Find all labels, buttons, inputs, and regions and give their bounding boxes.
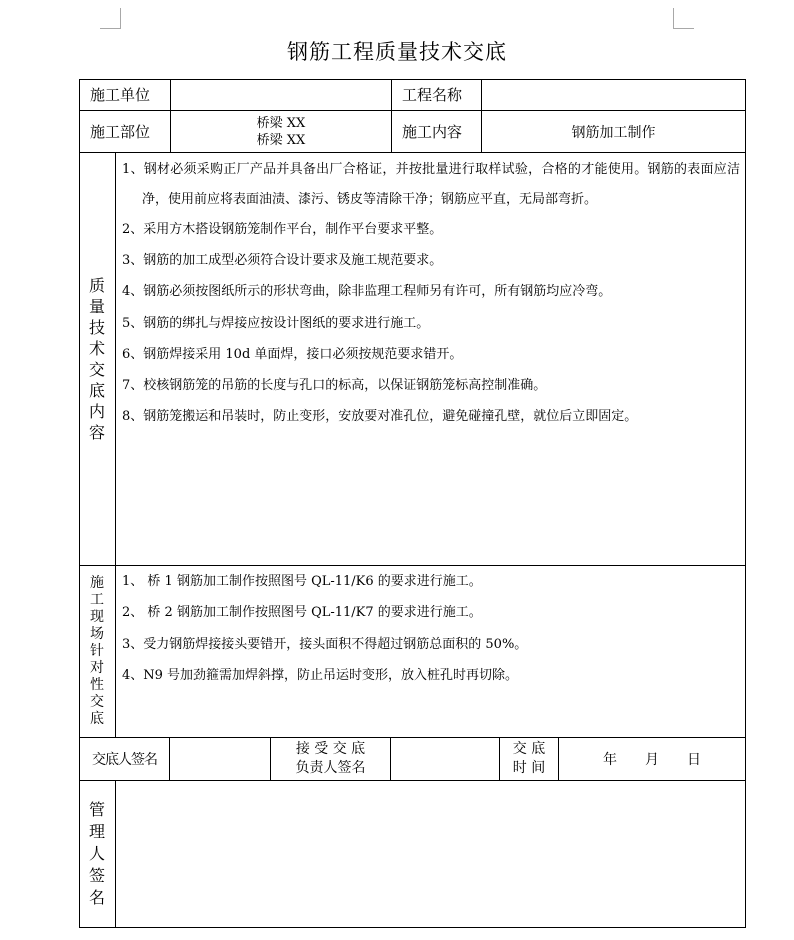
handover-time-label — [500, 738, 558, 780]
construction-content-field[interactable]: 钢筋加工制作 — [571, 124, 656, 141]
receiver-label-line1: 接 受 交 底 — [295, 741, 366, 757]
quality-item: 2、采用方木搭设钢筋笼制作平台，制作平台要求平整。 — [122, 222, 443, 237]
site-item: 3、受力钢筋焊接接头要错开，接头面积不得超过钢筋总面积的 50%。 — [122, 637, 528, 652]
manager-label-cell — [79, 780, 115, 928]
receiver-signature-field[interactable] — [391, 738, 499, 780]
receiver-label-line2: 负责人签名 — [295, 760, 366, 776]
page-corner-mark-top-right — [673, 8, 694, 29]
quality-item: 4、钢筋必须按图纸所示的形状弯曲，除非监理工程师另有许可，所有钢筋均应冷弯。 — [122, 284, 612, 299]
quality-section-label: 质量技术交底内容 — [88, 275, 105, 442]
quality-section-content[interactable] — [116, 153, 745, 565]
handover-person-label: 交底人签名 — [92, 752, 157, 768]
col-divider — [391, 79, 392, 152]
page-corner-mark-top-left — [100, 8, 121, 29]
construction-content-label: 施工内容 — [402, 122, 463, 141]
project-name-label: 工程名称 — [402, 86, 463, 104]
site-item: 2、 桥 2 钢筋加工制作按照图号 QL-11/K7 的要求进行施工。 — [122, 605, 482, 620]
quality-item: 5、钢筋的绑扎与焊接应按设计图纸的要求进行施工。 — [122, 316, 430, 331]
quality-item: 7、校核钢筋笼的吊筋的长度与孔口的标高，以保证钢筋笼标高控制准确。 — [122, 378, 547, 393]
quality-section-label-cell — [79, 152, 115, 565]
site-section-label-cell — [79, 565, 115, 737]
receiver-label — [271, 738, 390, 780]
document-title: 钢筋工程质量技术交底 — [287, 40, 507, 64]
construction-part-label: 施工部位 — [90, 122, 151, 141]
quality-item — [122, 155, 740, 215]
quality-item: 8、钢筋笼搬运和吊装时，防止变形，安放要对准孔位，避免碰撞孔壁，就位后立即固定。 — [122, 409, 638, 424]
quality-item: 3、钢筋的加工成型必须符合设计要求及施工规范要求。 — [122, 253, 443, 268]
handover-date-field[interactable]: 年 月 日 — [603, 752, 701, 768]
site-item: 4、N9 号加劲箍需加焊斜撑，防止吊运时变形，放入桩孔时再切除。 — [122, 668, 519, 683]
project-name-field[interactable] — [482, 80, 745, 110]
handover-time-label-line1: 交 底 — [512, 741, 546, 757]
construction-part-value: 桥梁 XX — [256, 132, 306, 148]
quality-item: 6、钢筋焊接采用 10d 单面焊，接口必须按规范要求错开。 — [122, 347, 463, 362]
manager-label: 管理人签名 — [88, 800, 105, 907]
site-item: 1、 桥 1 钢筋加工制作按照图号 QL-11/K6 的要求进行施工。 — [122, 574, 482, 589]
manager-signature-field[interactable] — [116, 781, 745, 927]
handover-time-label-line2: 时 间 — [512, 760, 546, 776]
handover-signature-field[interactable] — [170, 738, 270, 780]
construction-part-field[interactable] — [171, 111, 391, 152]
construction-part-value: 桥梁 XX — [256, 115, 306, 131]
site-section-label: 施工现场针对性交底 — [90, 574, 104, 727]
site-section-content[interactable] — [116, 566, 745, 737]
quality-item-text: 1、钢材必须采购正厂产品并具备出厂合格证，并按批量进行取样试验，合格的才能使用。钢筋的表面应洁净，使用前应将表面油渍、漆污、锈皮等清除干净；钢筋应平直，无局部弯折。 — [122, 162, 740, 207]
construction-unit-label: 施工单位 — [90, 86, 151, 104]
construction-unit-field[interactable] — [171, 80, 391, 110]
